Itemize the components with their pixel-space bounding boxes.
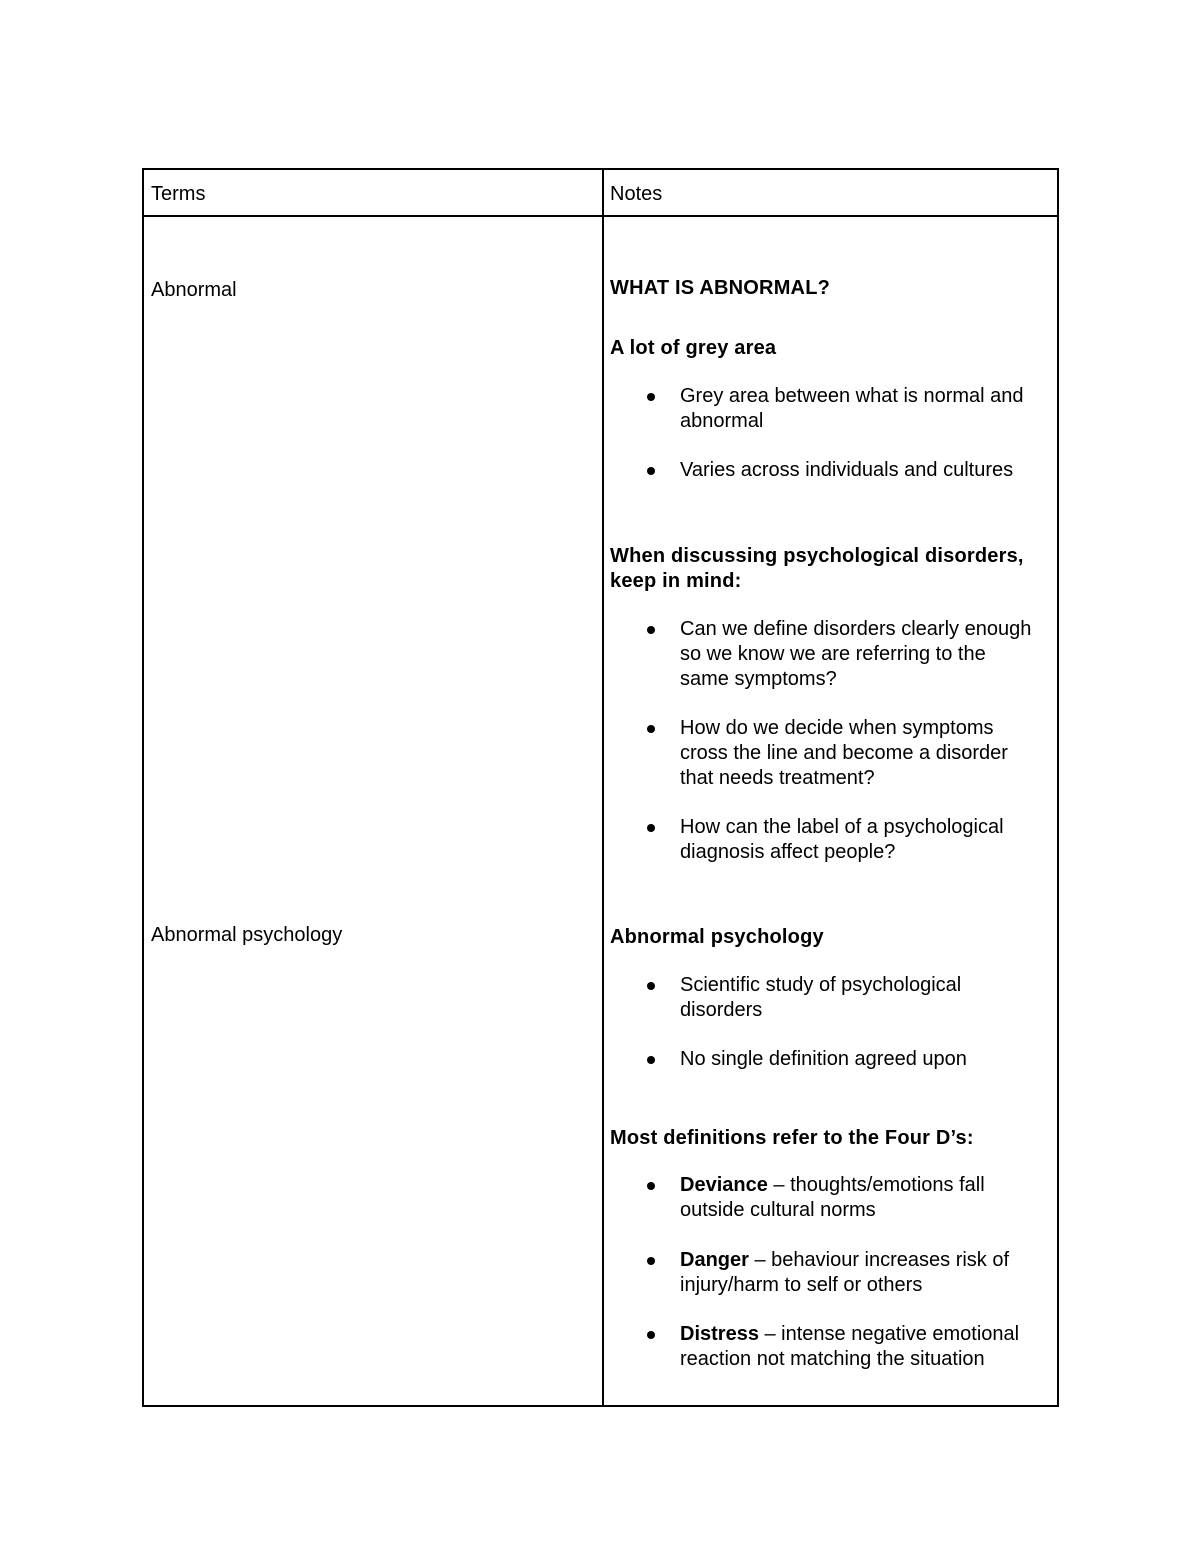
bullet-dot (647, 1331, 655, 1339)
bullet-dot (647, 982, 655, 990)
four-d-desc: – behaviour increases risk of injury/harm to self or others (680, 1249, 1010, 1296)
bullet-dot (647, 1257, 655, 1265)
term-abnormal: Abnormal (151, 279, 237, 301)
heading-discussing-text: When discussing psychological disorders, keep in mind: (610, 545, 1024, 592)
heading-grey-area: A lot of grey area (610, 337, 777, 359)
bullet-four-d-danger (680, 1248, 1045, 1298)
four-d-term: Deviance (680, 1174, 768, 1196)
header-terms: Terms (151, 183, 206, 205)
heading-abnormal-psychology: Abnormal psychology (610, 926, 824, 948)
bullet-dot (647, 1056, 655, 1064)
bullet-grey-area-2: Varies across individuals and cultures (680, 459, 1014, 481)
four-d-desc: – intense negative emotional reaction not matching the situation (680, 1323, 1020, 1370)
heading-discussing (610, 544, 1050, 594)
bullet-discussing-2: How do we decide when symptoms cross the line and become a disorder that needs treatment? (680, 717, 1008, 789)
four-d-desc: – thoughts/emotions fall outside cultural norms (680, 1174, 985, 1221)
heading-four-ds: Most definitions refer to the Four D’s: (610, 1127, 974, 1149)
bullet-discussing-1: Can we define disorders clearly enough so we know we are referring to the same symptoms? (680, 618, 1032, 690)
header-notes: Notes (610, 183, 663, 205)
bullet-four-d-deviance (680, 1173, 1030, 1223)
bullet-dot (647, 393, 655, 401)
bullet-discussing-3: How can the label of a psychological diagnosis affect people? (680, 816, 1004, 863)
column-divider (602, 170, 604, 1405)
term-abnormal-psychology: Abnormal psychology (151, 924, 343, 946)
bullet-abnormal-psych-2: No single definition agreed upon (680, 1048, 967, 1070)
header-divider (144, 215, 1057, 217)
four-d-term: Distress (680, 1323, 759, 1345)
bullet-grey-area-1: Grey area between what is normal and abnormal (680, 385, 1024, 432)
bullet-dot (647, 626, 655, 634)
four-d-term: Danger (680, 1249, 749, 1271)
bullet-abnormal-psych-1: Scientific study of psychological disorders (680, 974, 962, 1021)
bullet-four-d-distress (680, 1322, 1052, 1372)
bullet-dot (647, 467, 655, 475)
heading-what-is-abnormal: WHAT IS ABNORMAL? (610, 277, 831, 299)
bullet-dot (647, 725, 655, 733)
bullet-dot (647, 824, 655, 832)
bullet-dot (647, 1182, 655, 1190)
